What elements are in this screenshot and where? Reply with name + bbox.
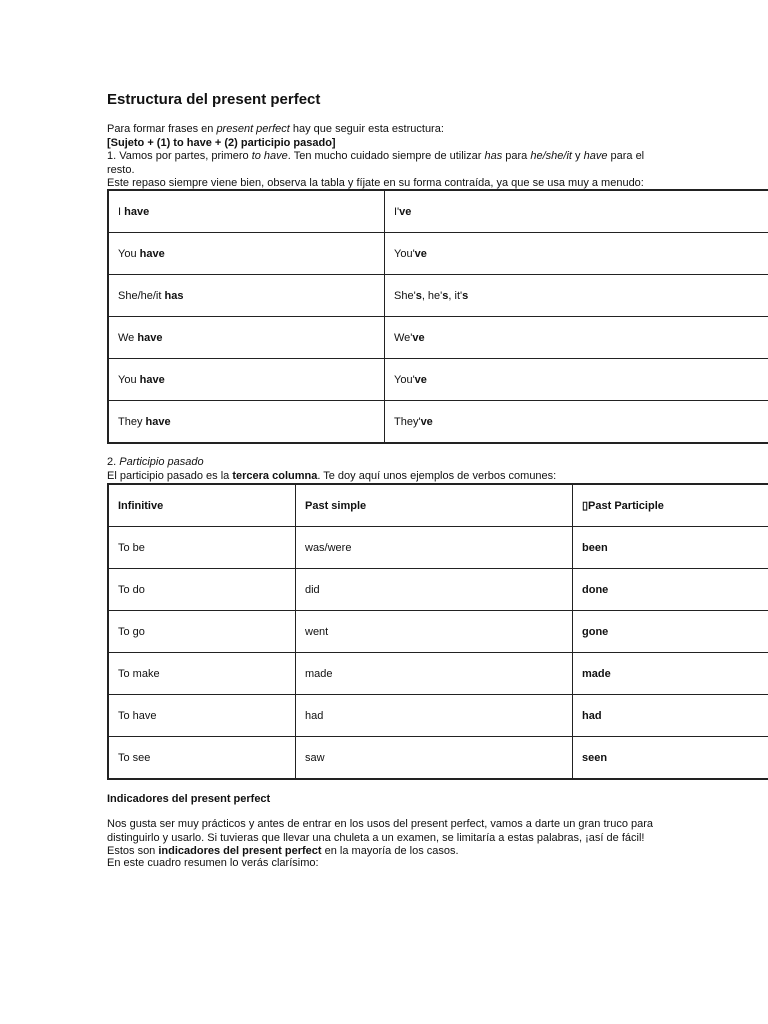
intro-text: 1. Vamos por partes, primero: [107, 150, 252, 162]
table-row: [108, 359, 768, 401]
page-title: Estructura del present perfect: [107, 91, 321, 108]
table-row: [108, 275, 768, 317]
contraction-bold: ve: [399, 205, 412, 218]
section-title: Participio pasado: [119, 456, 204, 468]
contraction-text: I': [394, 205, 400, 218]
column-header: ▯Past Participle: [573, 484, 768, 527]
infinitive-cell: To go: [108, 611, 296, 653]
intro-line-4: Este repaso siempre viene bien, observa la tabla y fíjate en su forma contraída, ya que se usa muy a menudo:: [107, 177, 644, 189]
contraction-bold: s: [415, 289, 422, 302]
contraction-bold: ve: [414, 373, 427, 386]
section-2-text: [107, 470, 707, 484]
full-form-cell: [108, 317, 385, 359]
indicators-text: en la mayoría de los casos.: [321, 845, 459, 857]
section-bold: tercera columna: [232, 469, 318, 482]
past-participle-cell: seen: [573, 737, 768, 780]
past-simple-cell: had: [296, 695, 573, 737]
contraction-bold: ve: [412, 331, 425, 344]
table-header-row: [108, 484, 768, 527]
verb-form: have: [139, 373, 165, 386]
column-header: Past simple: [296, 484, 573, 527]
table-row: [108, 401, 768, 444]
indicators-bold: indicadores del present perfect: [158, 845, 322, 857]
intro-emphasis: have: [583, 150, 608, 162]
column-header: Infinitive: [108, 484, 296, 527]
intro-text: hay que seguir esta estructura:: [289, 123, 444, 135]
table-row: [108, 190, 768, 233]
past-simple-cell: made: [296, 653, 573, 695]
full-form-cell: [108, 275, 385, 317]
indicators-heading: [107, 793, 667, 807]
infinitive-cell: To do: [108, 569, 296, 611]
intro-text: . Ten mucho cuidado siempre de utilizar: [287, 150, 485, 162]
section-2-heading: [107, 456, 667, 470]
full-form-cell: [108, 233, 385, 275]
past-simple-cell: went: [296, 611, 573, 653]
subject: You: [118, 247, 140, 260]
intro-text: para el resto.: [107, 150, 645, 176]
subject: We: [118, 331, 138, 344]
section-number: 2.: [107, 456, 120, 468]
table-row: [108, 653, 768, 695]
past-participle-cell: made: [573, 653, 768, 695]
verb-form: have: [139, 247, 165, 260]
contraction-text: You': [394, 247, 415, 260]
past-participle-cell: gone: [573, 611, 768, 653]
contraction-text: She': [394, 289, 416, 302]
summary-intro: En este cuadro resumen lo verás clarísimo:: [107, 857, 319, 869]
subject: She/he/it: [118, 289, 165, 302]
contracted-form-cell: [385, 233, 768, 275]
intro-line-1: [107, 123, 667, 137]
verb-form: have: [137, 331, 163, 344]
table-row: [108, 569, 768, 611]
table-row: [108, 611, 768, 653]
contraction-text: , he': [421, 289, 443, 302]
past-participle-cell: done: [573, 569, 768, 611]
indicators-heading-text: Indicadores del present perfect: [107, 793, 271, 805]
table-row: [108, 233, 768, 275]
past-participle-cell: had: [573, 695, 768, 737]
infinitive-cell: To be: [108, 527, 296, 569]
contraction-text: They': [394, 415, 421, 428]
intro-text: y: [571, 150, 584, 162]
intro-text: Para formar frases en: [107, 123, 217, 135]
contraction-bold: s: [462, 289, 469, 302]
contraction-text: , it': [448, 289, 463, 302]
full-form-cell: [108, 401, 385, 444]
contracted-form-cell: [385, 317, 768, 359]
past-simple-cell: was/were: [296, 527, 573, 569]
verb-form: have: [145, 415, 171, 428]
structure-formula: [107, 137, 667, 151]
contraction-bold: s: [442, 289, 449, 302]
have-conjugation-table: [107, 189, 768, 444]
table-row: [108, 527, 768, 569]
section-text: . Te doy aquí unos ejemplos de verbos comunes:: [317, 469, 557, 482]
intro-emphasis: to have: [251, 150, 288, 162]
participle-table: [107, 483, 768, 780]
subject: They: [118, 415, 146, 428]
contraction-text: We': [394, 331, 413, 344]
intro-emphasis: he/she/it: [530, 150, 572, 162]
intro-text: para: [502, 150, 531, 162]
past-participle-cell: been: [573, 527, 768, 569]
full-form-cell: [108, 190, 385, 233]
intro-emphasis: has: [484, 150, 503, 162]
contraction-bold: ve: [420, 415, 433, 428]
intro-line-3: [107, 150, 667, 177]
full-form-cell: [108, 359, 385, 401]
table-row: [108, 317, 768, 359]
infinitive-cell: To make: [108, 653, 296, 695]
intro-emphasis: present perfect: [216, 123, 290, 135]
table-row: [108, 737, 768, 780]
contracted-form-cell: [385, 190, 768, 233]
contracted-form-cell: [385, 275, 768, 317]
section-text: El participio pasado es la: [107, 469, 233, 482]
subject: I: [118, 205, 125, 218]
verb-form: has: [164, 289, 184, 302]
indicators-paragraph: [107, 818, 667, 859]
past-simple-cell: saw: [296, 737, 573, 780]
formula-text: [Sujeto + (1) to have + (2) participio pasado]: [107, 136, 336, 149]
subject: You: [118, 373, 140, 386]
table-row: [108, 695, 768, 737]
infinitive-cell: To see: [108, 737, 296, 780]
contracted-form-cell: [385, 359, 768, 401]
contraction-bold: ve: [414, 247, 427, 260]
indicators-text: Nos gusta ser muy prácticos y antes de entrar en los usos del present perfect, vamos a darte un gran truco para distinguirlo y usarlo. Si tuvieras que llevar una chuleta a un examen, se limitaría a estas palabras, ¡así de fácil! Estos son: [107, 818, 654, 857]
contraction-text: You': [394, 373, 415, 386]
infinitive-cell: To have: [108, 695, 296, 737]
verb-form: have: [124, 205, 150, 218]
contracted-form-cell: [385, 401, 768, 444]
past-simple-cell: did: [296, 569, 573, 611]
